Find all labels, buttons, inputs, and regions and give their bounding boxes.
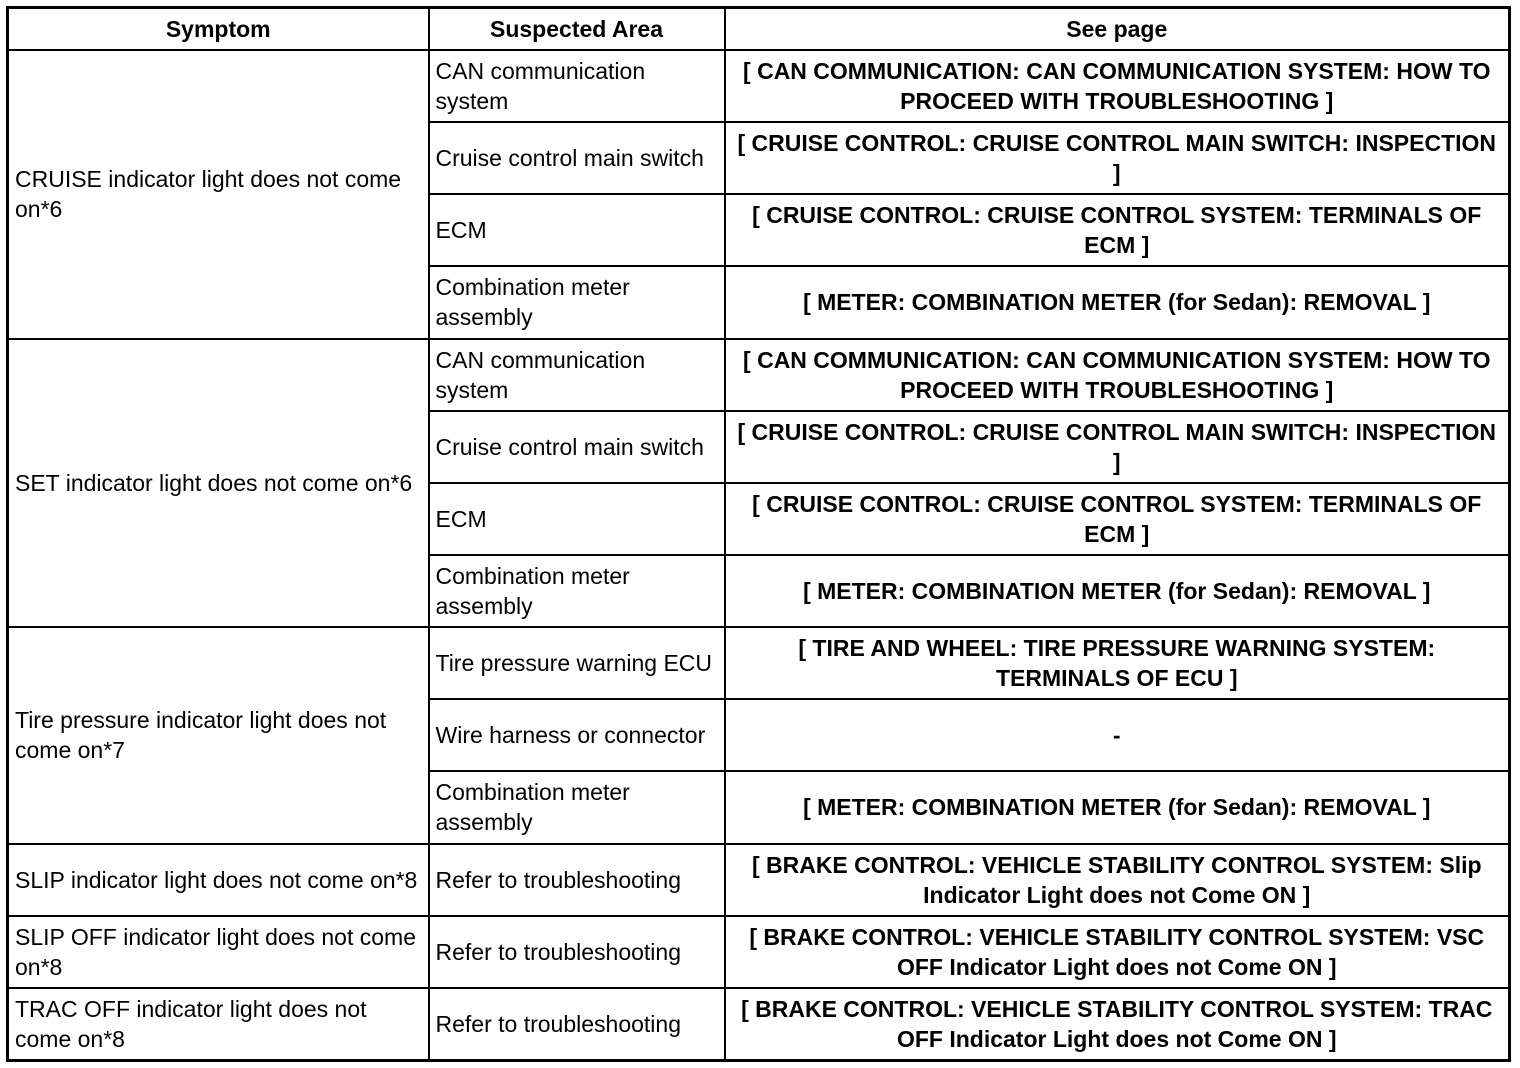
suspected-area-cell: Tire pressure warning ECU	[429, 627, 725, 699]
suspected-area-cell: Combination meter assembly	[429, 266, 725, 338]
see-page-link[interactable]: [ METER: COMBINATION METER (for Sedan): REMOVAL ]	[725, 771, 1510, 843]
see-page-link[interactable]: [ CRUISE CONTROL: CRUISE CONTROL MAIN SWITCH: INSPECTION ]	[725, 411, 1510, 483]
see-page-link[interactable]: [ CAN COMMUNICATION: CAN COMMUNICATION SYSTEM: HOW TO PROCEED WITH TROUBLESHOOTING ]	[725, 339, 1510, 411]
suspected-area-cell: Refer to troubleshooting	[429, 916, 725, 988]
symptom-cell: SET indicator light does not come on*6	[8, 339, 429, 628]
suspected-area-cell: CAN communication system	[429, 339, 725, 411]
see-page-link[interactable]: [ METER: COMBINATION METER (for Sedan): REMOVAL ]	[725, 555, 1510, 627]
troubleshooting-table	[6, 6, 1511, 1062]
table-row	[8, 50, 1510, 122]
see-page-link[interactable]: [ CRUISE CONTROL: CRUISE CONTROL SYSTEM: TERMINALS OF ECM ]	[725, 483, 1510, 555]
suspected-area-cell: Cruise control main switch	[429, 411, 725, 483]
header-suspected-area: Suspected Area	[429, 8, 725, 51]
see-page-link[interactable]: [ CAN COMMUNICATION: CAN COMMUNICATION SYSTEM: HOW TO PROCEED WITH TROUBLESHOOTING ]	[725, 50, 1510, 122]
header-see-page: See page	[725, 8, 1510, 51]
header-row	[8, 8, 1510, 51]
suspected-area-cell: CAN communication system	[429, 50, 725, 122]
see-page-link[interactable]: [ BRAKE CONTROL: VEHICLE STABILITY CONTROL SYSTEM: TRAC OFF Indicator Light does not Come ON ]	[725, 988, 1510, 1061]
suspected-area-cell: Refer to troubleshooting	[429, 844, 725, 916]
suspected-area-cell: Combination meter assembly	[429, 555, 725, 627]
see-page-link[interactable]: [ BRAKE CONTROL: VEHICLE STABILITY CONTROL SYSTEM: VSC OFF Indicator Light does not Come ON ]	[725, 916, 1510, 988]
see-page-value: -	[725, 699, 1510, 771]
suspected-area-cell: Refer to troubleshooting	[429, 988, 725, 1061]
symptom-cell: Tire pressure indicator light does not come on*7	[8, 627, 429, 843]
suspected-area-cell: ECM	[429, 483, 725, 555]
see-page-link[interactable]: [ TIRE AND WHEEL: TIRE PRESSURE WARNING SYSTEM: TERMINALS OF ECU ]	[725, 627, 1510, 699]
table-row	[8, 627, 1510, 699]
see-page-link[interactable]: [ METER: COMBINATION METER (for Sedan): REMOVAL ]	[725, 266, 1510, 338]
see-page-link[interactable]: [ CRUISE CONTROL: CRUISE CONTROL MAIN SWITCH: INSPECTION ]	[725, 122, 1510, 194]
symptom-cell: SLIP indicator light does not come on*8	[8, 844, 429, 916]
table-row	[8, 339, 1510, 411]
header-symptom: Symptom	[8, 8, 429, 51]
suspected-area-cell: ECM	[429, 194, 725, 266]
table-row	[8, 916, 1510, 988]
symptom-cell: TRAC OFF indicator light does not come on*8	[8, 988, 429, 1061]
suspected-area-cell: Combination meter assembly	[429, 771, 725, 843]
see-page-link[interactable]: [ CRUISE CONTROL: CRUISE CONTROL SYSTEM: TERMINALS OF ECM ]	[725, 194, 1510, 266]
suspected-area-cell: Cruise control main switch	[429, 122, 725, 194]
see-page-link[interactable]: [ BRAKE CONTROL: VEHICLE STABILITY CONTROL SYSTEM: Slip Indicator Light does not Come ON ]	[725, 844, 1510, 916]
symptom-cell: SLIP OFF indicator light does not come on*8	[8, 916, 429, 988]
symptom-cell: CRUISE indicator light does not come on*6	[8, 50, 429, 339]
suspected-area-cell: Wire harness or connector	[429, 699, 725, 771]
table-row	[8, 844, 1510, 916]
table-row	[8, 988, 1510, 1061]
